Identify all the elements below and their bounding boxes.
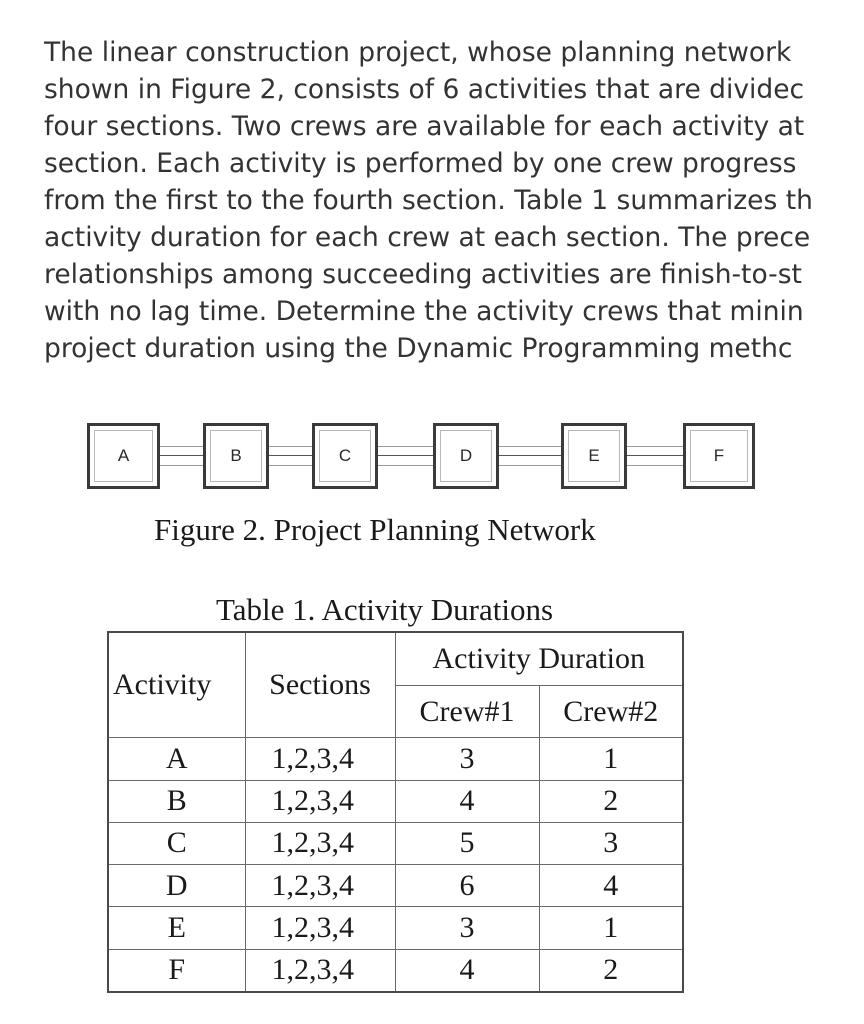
network-link: [627, 446, 683, 466]
problem-line: relationships among succeeding activities are finish-to-st: [44, 259, 802, 290]
crew1-cell: 4: [395, 780, 539, 822]
header-activity: Activity: [108, 632, 245, 738]
crew2-cell: 2: [539, 949, 683, 992]
crew1-cell: 6: [395, 865, 539, 907]
network-link: [378, 446, 433, 466]
sections-cell: 1,2,3,4: [245, 780, 395, 822]
network-node-d: D: [433, 423, 499, 489]
crew1-cell: 3: [395, 907, 539, 949]
table-caption: Table 1. Activity Durations: [216, 592, 554, 627]
header-activity-duration: Activity Duration: [395, 632, 683, 685]
network-node-a: A: [87, 423, 160, 489]
activity-cell: D: [108, 865, 245, 907]
table-row: [108, 907, 683, 949]
network-link: [269, 446, 312, 466]
crew1-cell: 4: [395, 949, 539, 992]
crew2-cell: 1: [539, 738, 683, 780]
crew2-cell: 1: [539, 907, 683, 949]
problem-line: activity duration for each crew at each section. The prece: [44, 222, 811, 253]
crew1-cell: 5: [395, 822, 539, 864]
table-row: [108, 949, 683, 992]
crew2-cell: 2: [539, 780, 683, 822]
header-sections: Sections: [245, 632, 395, 738]
crew1-cell: 3: [395, 738, 539, 780]
problem-line: The linear construction project, whose planning network: [44, 37, 792, 68]
network-link: [499, 446, 561, 466]
problem-line: four sections. Two crews are available for each activity at: [44, 111, 805, 142]
activity-cell: B: [108, 780, 245, 822]
network-link: [160, 446, 203, 466]
activity-cell: E: [108, 907, 245, 949]
problem-line: project duration using the Dynamic Programming methc: [44, 333, 793, 364]
network-node-c: C: [312, 423, 378, 489]
table-row: [108, 738, 683, 780]
table-row: [108, 780, 683, 822]
figure-caption: Figure 2. Project Planning Network: [154, 512, 596, 547]
crew2-cell: 3: [539, 822, 683, 864]
table-row: [108, 822, 683, 864]
sections-cell: 1,2,3,4: [245, 822, 395, 864]
sections-cell: 1,2,3,4: [245, 738, 395, 780]
problem-line: with no lag time. Determine the activity crews that minin: [44, 296, 804, 327]
sections-cell: 1,2,3,4: [245, 949, 395, 992]
activity-cell: C: [108, 822, 245, 864]
crew2-cell: 4: [539, 865, 683, 907]
network-node-b: B: [203, 423, 269, 489]
network-node-e: E: [561, 423, 627, 489]
activity-cell: A: [108, 738, 245, 780]
problem-line: shown in Figure 2, consists of 6 activities that are dividec: [44, 74, 805, 105]
header-crew-2: Crew#2: [539, 685, 683, 737]
problem-line: from the first to the fourth section. Table 1 summarizes th: [44, 185, 813, 216]
network-node-f: F: [683, 423, 755, 489]
activity-durations-table: [107, 631, 684, 993]
table-row: [108, 865, 683, 907]
problem-line: section. Each activity is performed by one crew progress: [44, 148, 797, 179]
activity-cell: F: [108, 949, 245, 992]
sections-cell: 1,2,3,4: [245, 865, 395, 907]
header-crew-1: Crew#1: [395, 685, 539, 737]
sections-cell: 1,2,3,4: [245, 907, 395, 949]
